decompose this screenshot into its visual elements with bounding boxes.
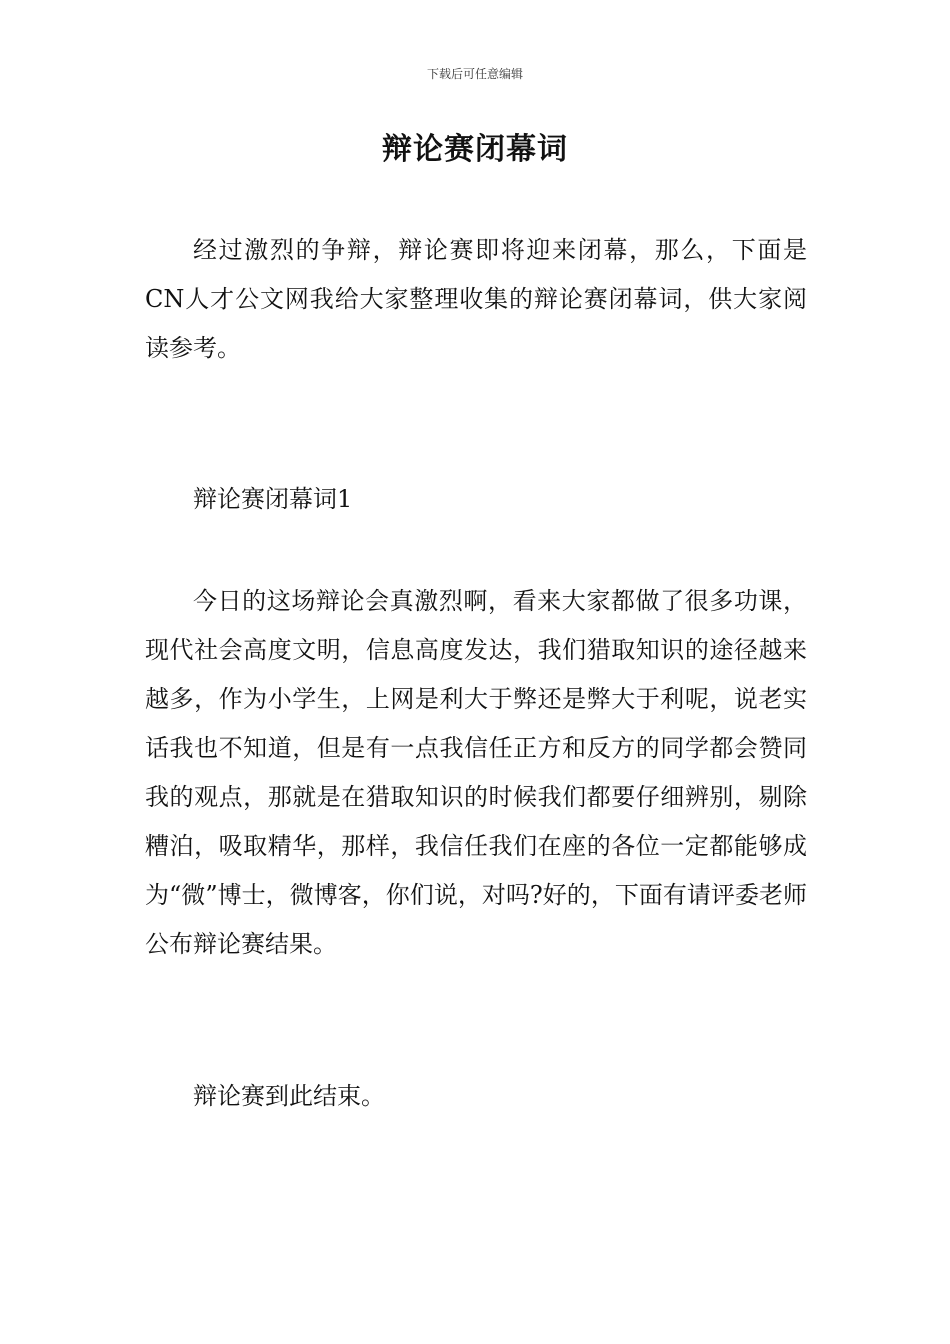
closing-block: [145, 1072, 807, 1121]
speech-paragraph: 今日的这场辩论会真激烈啊，看来大家都做了很多功课，现代社会高度文明，信息高度发达，我们猎取知识的途径越来越多，作为小学生，上网是利大于弊还是弊大于利呢，说老实话我也不知道，但是有一点我信任正方和反方的同学都会赞同我的观点，那就是在猎取知识的时候我们都要仔细辨别，剔除糟泊，吸取精华，那样，我信任我们在座的各位一定都能够成为“微”博士，微博客，你们说，对吗?好的，下面有请评委老师公布辩论赛结果。: [145, 587, 807, 958]
intro-block: [145, 226, 807, 373]
section-heading: 辩论赛闭幕词1: [193, 485, 353, 513]
section-heading-block: [145, 475, 807, 524]
header-note: 下载后可任意编辑: [426, 67, 523, 81]
intro-paragraph: 经过激烈的争辩，辩论赛即将迎来闭幕，那么，下面是CN人才公文网我给大家整理收集的辩论赛闭幕词，供大家阅读参考。: [145, 236, 807, 362]
speech-block: [145, 577, 807, 969]
document-title: 辩论赛闭幕词: [382, 132, 568, 167]
closing-paragraph: 辩论赛到此结束。: [193, 1082, 385, 1110]
